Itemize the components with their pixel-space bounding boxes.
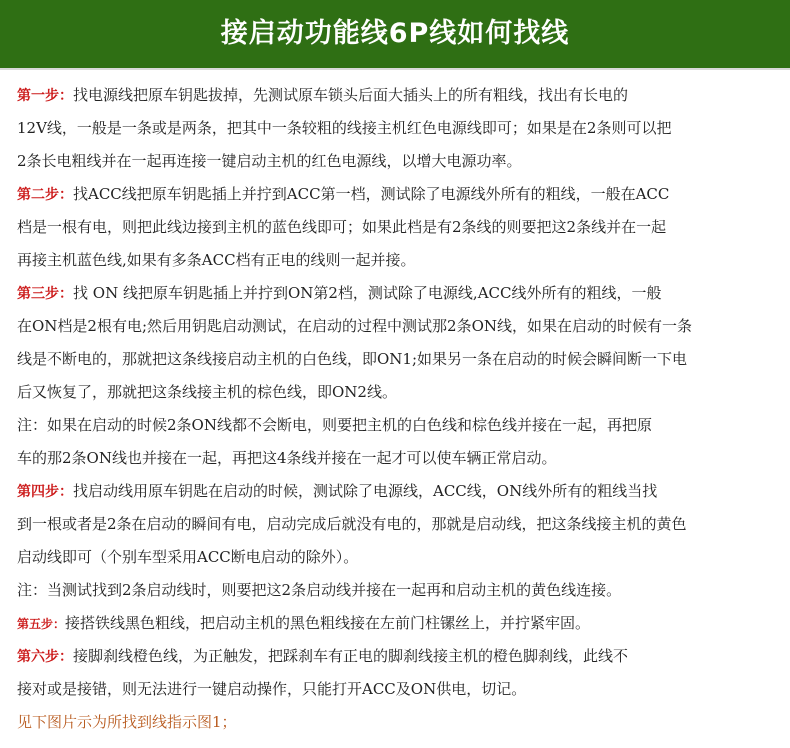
- figure-reference-text: 见下图片示为所找到线指示图1；: [17, 713, 237, 731]
- step-1-line-3: 2条长电粗线并在一起再连接一键启动主机的红色电源线，以增大电源功率。: [17, 152, 522, 170]
- instructions-body: [17, 79, 787, 739]
- step-5-label: 第五步：: [17, 617, 66, 631]
- note-1-line-1: 注：如果在启动的时候2条ON线都不会断电，则要把主机的白色线和棕色线并接在一起，再把原: [17, 416, 652, 434]
- page-title: 接启动功能线6P线如何找线: [220, 18, 570, 49]
- step-3-line-4: 后又恢复了，那就把这条线接主机的棕色线，即ON2线。: [17, 383, 397, 401]
- step-2-line-2: 档是一根有电，则把此线边接到主机的蓝色线即可；如果此档是有2条线的则要把这2条线并在一起: [17, 218, 667, 236]
- note-2-line-1: 注：当测试找到2条启动线时，则要把这2条启动线并接在一起再和启动主机的黄色线连接。: [17, 581, 622, 599]
- step-2-label: 第二步：: [17, 187, 73, 203]
- note-1-line-2: 车的那2条ON线也并接在一起，再把这4条线并接在一起才可以使车辆正常启动。: [17, 449, 557, 467]
- step-3-line-3: 线是不断电的，那就把这条线接启动主机的白色线，即ON1;如果另一条在启动的时候会瞬间断一下电: [17, 350, 688, 368]
- step-6-line-2: 接对或是接错，则无法进行一键启动操作，只能打开ACC及ON供电，切记。: [17, 680, 527, 698]
- step-4-line-2: 到一根或者是2条在启动的瞬间有电，启动完成后就没有电的，那就是启动线，把这条线接主机的黄色: [17, 515, 687, 533]
- step-4-line-1: 第四步：找启动线用原车钥匙在启动的时候，测试除了电源线，ACC线，ON线外所有的粗线当找: [17, 482, 658, 500]
- step-2-line-1: 第二步：找ACC线把原车钥匙插上并拧到ACC第一档，测试除了电源线外所有的粗线，一般在ACC: [17, 185, 670, 203]
- step-4-label: 第四步：: [17, 484, 73, 500]
- step-1-line-2: 12V线，一般是一条或是两条，把其中一条较粗的线接主机红色电源线即可；如果是在2条则可以把: [17, 119, 672, 137]
- step-4-line-3: 启动线即可（个别车型采用ACC断电启动的除外）。: [17, 548, 359, 566]
- title-banner: [0, 0, 790, 70]
- step-6-line-1: 第六步：接脚刹线橙色线，为正触发，把踩刹车有正电的脚刹线接主机的橙色脚刹线，此线不: [17, 647, 629, 665]
- step-2-line-3: 再接主机蓝色线,如果有多条ACC档有正电的线则一起并接。: [17, 251, 416, 269]
- step-1-line-1: 第一步：找电源线把原车钥匙拔掉，先测试原车锁头后面大插头上的所有粗线，找出有长电的: [17, 86, 629, 104]
- step-3-label: 第三步：: [17, 286, 73, 302]
- step-6-label: 第六步：: [17, 649, 73, 665]
- step-1-label: 第一步：: [17, 88, 73, 104]
- step-3-line-1: 第三步：找 ON 线把原车钥匙插上并拧到ON第2档，测试除了电源线,ACC线外所有的粗线，一般: [17, 284, 662, 302]
- step-3-line-2: 在ON档是2根有电;然后用钥匙启动测试，在启动的过程中测试那2条ON线，如果在启动的时候有一条: [17, 317, 692, 335]
- step-5-line-1: 第五步：接搭铁线黑色粗线，把启动主机的黑色粗线接在左前门柱镙丝上，并拧紧牢固。: [17, 614, 591, 632]
